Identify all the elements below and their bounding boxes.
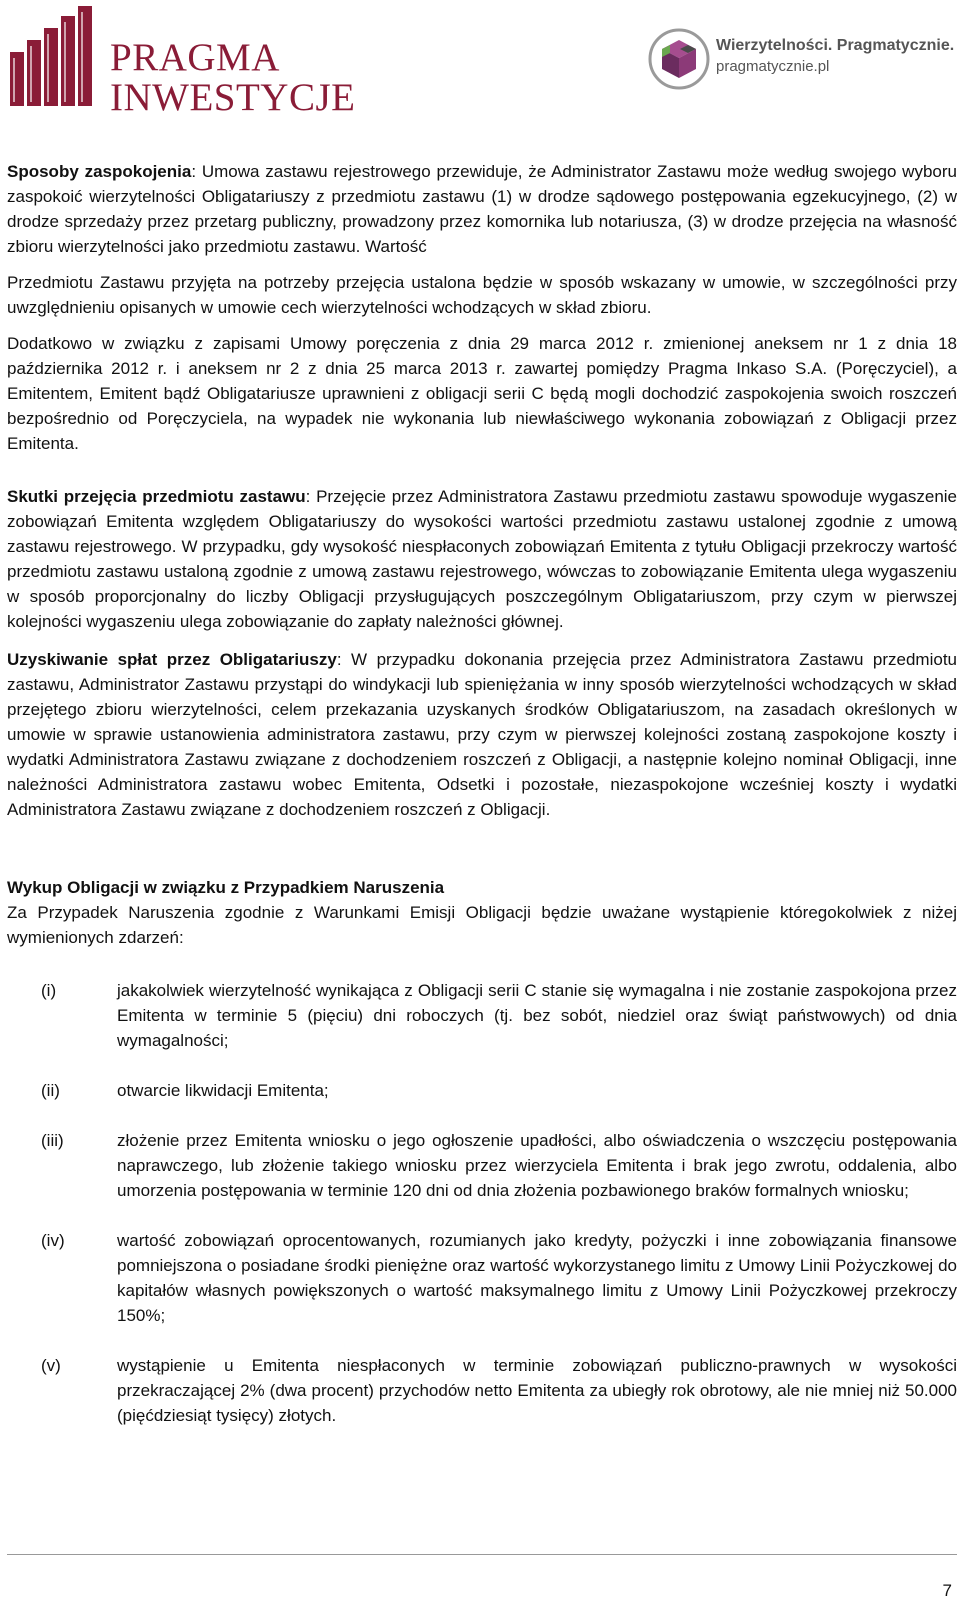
pragmatycznie-logo	[648, 28, 958, 98]
document-body	[7, 159, 957, 1453]
list-item	[7, 1128, 957, 1203]
list-item-text: otwarcie likwidacji Emitenta;	[117, 1081, 329, 1100]
section-heading: Wykup Obligacji w związku z Przypadkiem Naruszenia	[7, 878, 445, 897]
pragma-bars-icon	[6, 2, 106, 112]
list-item	[7, 1353, 957, 1428]
paragraph-sposoby	[7, 159, 957, 259]
events-list	[7, 978, 957, 1428]
paragraph-label: Uzyskiwanie spłat przez Obligatariuszy	[7, 650, 337, 669]
paragraph-text: : Przejęcie przez Administratora Zastawu przedmiotu zastawu spowoduje wygaszenie zobowiązań Emitenta względem Obligatariuszy do wysokości wartości przedmiotu zastawu ustalonej zgodnie z umową zastawu rejestrowego. W przypadku, gdy wysokość niespłaconych zobowiązań Emitenta z tytułu Obligacji przekroczy wartość przedmiotu zastawu ustaloną zgodnie z umową zastawu rejestrowego, wówczas to zobowiązanie Emitenta ulega wygaszeniu w sposób proporcjonalny do liczby Obligacji przysługujących poszczególnym Obligatariuszom, przy czym w pierwszej kolejności wygaszeniu ulega zobowiązanie do zapłaty należności głównej.	[7, 487, 957, 631]
section-intro: Za Przypadek Naruszenia zgodnie z Warunkami Emisji Obligacji będzie uważane wystąpienie któregokolwiek z niżej wymienionych zdarzeń:	[7, 903, 957, 947]
list-item-number: (iii)	[41, 1131, 64, 1150]
pragma-inwestycje-logo	[6, 2, 356, 119]
list-item	[7, 1228, 957, 1328]
list-item	[7, 1078, 957, 1103]
page-header	[0, 0, 960, 120]
site-url: pragmatycznie.pl	[716, 58, 830, 75]
paragraph-label: Sposoby zaspokojenia	[7, 162, 192, 181]
list-item-number: (i)	[41, 981, 57, 1000]
brand-line2: INWESTYCJE	[110, 76, 356, 119]
page-number: 7	[942, 1581, 952, 1600]
list-item-number: (v)	[41, 1356, 61, 1375]
list-item-text: jakakolwiek wierzytelność wynikająca z Obligacji serii C stanie się wymagalna i nie zostanie zaspokojona przez Emitenta w terminie 5 (pięciu) dni roboczych (tj. bez sobót, niedziel oraz świąt państwowych) od dnia wymagalności;	[117, 981, 957, 1050]
paragraph-text: : Umowa zastawu rejestrowego przewiduje, że Administrator Zastawu może według swojego wyboru zaspokoić wierzytelności Obligatariuszy z przedmiotu zastawu (1) w drodze sądowego postępowania egzekucyjnego, (2) w drodze sprzedaży przez przetarg publiczny, prowadzony przez komornika lub notariusza, (3) w drodze przejęcia na własność zbioru wierzytelności jako przedmiotu zastawu. Wartość	[7, 162, 957, 256]
list-item-number: (iv)	[41, 1231, 65, 1250]
paragraph-skutki	[7, 484, 957, 634]
list-item-text: wystąpienie u Emitenta niespłaconych w terminie zobowiązań publiczno-prawnych w wysokości przekraczającej 2% (dwa procent) przychodów netto Emitenta za ubiegły rok obrotowy, ale nie mniej niż 50.000 (pięćdziesiąt tysięcy) złotych.	[117, 1356, 957, 1425]
brand-line1: PRAGMA	[110, 36, 280, 79]
paragraph-dodatkowo: Dodatkowo w związku z zapisami Umowy poręczenia z dnia 29 marca 2012 r. zmienionej aneksem nr 1 z dnia 18 października 2012 r. i aneksem nr 2 z dnia 25 marca 2013 r. zawartej pomiędzy Pragma Inkaso S.A. (Poręczyciel), a Emitentem, Emitent bądź Obligatariusze uprawnieni z obligacji serii C będą mogli dochodzić zaspokojenia swoich roszczeń bezpośrednio od Poręczyciela, na wypadek nie wykonania lub niewłaściwego wykonania zobowiązań z Obligacji przez Emitenta.	[7, 334, 957, 453]
tagline: Wierzytelności. Pragmatycznie.	[716, 37, 955, 54]
list-item-number: (ii)	[41, 1081, 60, 1100]
paragraph-przedmiot: Przedmiotu Zastawu przyjęta na potrzeby przejęcia ustalona będzie w sposób wskazany w umowie, w szczególności przy uwzględnieniu opisanych w umowie cech wierzytelności wchodzących w skład zbioru.	[7, 273, 957, 317]
cube-icon	[648, 28, 710, 90]
paragraph-text: : W przypadku dokonania przejęcia przez Administratora Zastawu przedmiotu zastawu, Administrator Zastawu przystąpi do windykacji lub spieniężania w inny sposób wierzytelności wchodzących w skład przejętego zbioru wierzytelności, celem przekazania uzyskanych środków Obligatariuszom, na zasadach określonych w umowie w sprawie ustanowienia administratora zastawu, przy czym w pierwszej kolejności zostaną zaspokojone koszty i wydatki Administratora Zastawu związane z dochodzeniem roszczeń z Obligacji, a następnie kolejno nominał Obligacji, inne należności Administratora zastawu wobec Emitenta, Odsetki i pozostałe, niezaspokojone wcześniej koszty i wydatki Administratora Zastawu związane z dochodzeniem roszczeń z Obligacji.	[7, 650, 957, 819]
list-item-text: złożenie przez Emitenta wniosku o jego ogłoszenie upadłości, albo oświadczenia o wszczęciu postępowania naprawczego, lub złożenie takiego wniosku przez wierzyciela Emitenta i brak jego zwrotu, oddalenia, albo umorzenia postępowania w terminie 120 dni od dnia złożenia pozbawionego braków formalnych wniosku;	[117, 1131, 957, 1200]
footer-divider	[7, 1554, 957, 1555]
paragraph-uzyskiwanie	[7, 647, 957, 822]
list-item	[7, 978, 957, 1053]
paragraph-label: Skutki przejęcia przedmiotu zastawu	[7, 487, 306, 506]
list-item-text: wartość zobowiązań oprocentowanych, rozumianych jako kredyty, pożyczki i inne zobowiązania finansowe pomniejszona o posiadane środki pieniężne oraz wartość wykorzystanego limitu z Umowy Linii Pożyczkowej do kapitałów własnych powiększonych o wartość maksymalnego limitu z Umowy Linii Pożyczkowej przekroczy 150%;	[117, 1231, 957, 1325]
